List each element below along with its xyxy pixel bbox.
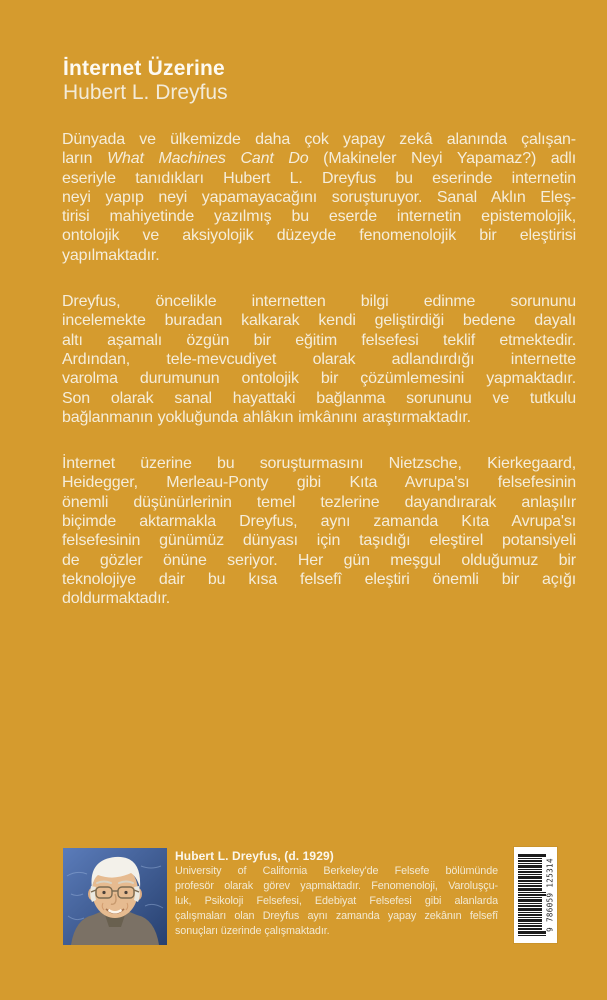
barcode-bars-icon: [518, 854, 546, 936]
author-bio-section: [175, 849, 498, 939]
book-title: İnternet Üzerine: [63, 57, 225, 80]
isbn-barcode: [514, 847, 557, 943]
text-line: İnternet üzerine bu soruşturmasını Nietzsche, Kierkegaard,: [62, 455, 576, 473]
text-line: teknolojiye dair bu kısa felsefî eleştiri önemli bir açığı: [62, 570, 576, 588]
text-line: doldurmaktadır.: [62, 590, 171, 608]
author-photo: [63, 848, 167, 945]
text-line: Heidegger, Merleau-Ponty gibi Kıta Avrupa'sı felsefesinin: [62, 474, 576, 492]
text-line: Son olarak sanal hayattaki bağlanma sorununu ve tutkulu: [62, 389, 576, 407]
text-line: profesör olarak görev yapmaktadır. Fenomenoloji, Varoluşçu-: [175, 880, 498, 892]
text-line: ların What Machines Cant Do (Makineler Neyi Yapamaz?) adlı: [62, 150, 576, 168]
author-bio-name: Hubert L. Dreyfus, (d. 1929): [175, 849, 334, 863]
text-line: eseriyle tanıdıkları Hubert L. Dreyfus bu eserinde internetin: [62, 169, 576, 187]
text-line: varolma durumunun ontolojik bir çözümlemesini yapmaktadır.: [62, 370, 576, 388]
text-line: ontolojik ve aksiyolojik düzeyde fenomenolojik bir eleştirisi: [62, 227, 576, 245]
text-line: yapılmaktadır.: [62, 246, 160, 264]
text-line: de gözler önüne seriyor. Her gün meşgul olduğumuz bir: [62, 551, 576, 569]
text-line: tirisi mahiyetinde yazılmış bu eserde internetin epistemolojik,: [62, 208, 576, 226]
text-line: University of California Berkeley'de Felsefe bölümünde: [175, 865, 498, 877]
synopsis-paragraph-1: [62, 130, 576, 265]
synopsis: [62, 130, 576, 636]
synopsis-paragraph-3: [62, 454, 576, 608]
text-line: bağlanmanın yokluğunda ahlâkın imkânını araştırmaktadır.: [62, 408, 471, 426]
text-line: biçimde aktarmakla Dreyfus, aynı zamanda Kıta Avrupa'sı: [62, 513, 576, 531]
text-line: sonuçları üzerinde çalışmaktadır.: [175, 925, 330, 937]
text-line: Dünyada ve ülkemizde daha çok yapay zekâ alanında çalışan-: [62, 131, 576, 148]
text-line: neyi yapıp neyi yapamayacağını soruşturuyor. Sanal Aklın Eleş-: [62, 188, 576, 206]
book-author: Hubert L. Dreyfus: [63, 81, 228, 104]
author-portrait-icon: [63, 848, 167, 945]
text-line: çalışmaları olan Dreyfus aynı zamanda yapay zekânın felsefî: [175, 910, 498, 922]
title-block: [63, 57, 228, 105]
text-line: önemli düşünürlerinin temel tezlerine dayandırarak anlaşılır: [62, 493, 576, 511]
synopsis-paragraph-2: [62, 292, 576, 427]
text-line: Ardından, tele-mevcudiyet olarak adlandırdığı internette: [62, 350, 576, 368]
text-line: incelemekte buradan kalkarak kendi geliştirdiği bedene dayalı: [62, 312, 576, 330]
author-bio-text: [175, 864, 498, 939]
text-line: luk, Psikoloji Felsefesi, Edebiyat Felsefesi gibi alanlarda: [175, 895, 498, 907]
text-line: felsefesinin günümüz dünyası için taşıdığı eleştirel potansiyeli: [62, 532, 576, 550]
text-line: altı aşamalı özgün bir eğitim felsefesi teklif etmektedir.: [62, 331, 576, 349]
text-line: Dreyfus, öncelikle internetten bilgi edinme sorununu: [62, 293, 576, 311]
barcode-number: 9 786059 125314: [545, 858, 555, 932]
